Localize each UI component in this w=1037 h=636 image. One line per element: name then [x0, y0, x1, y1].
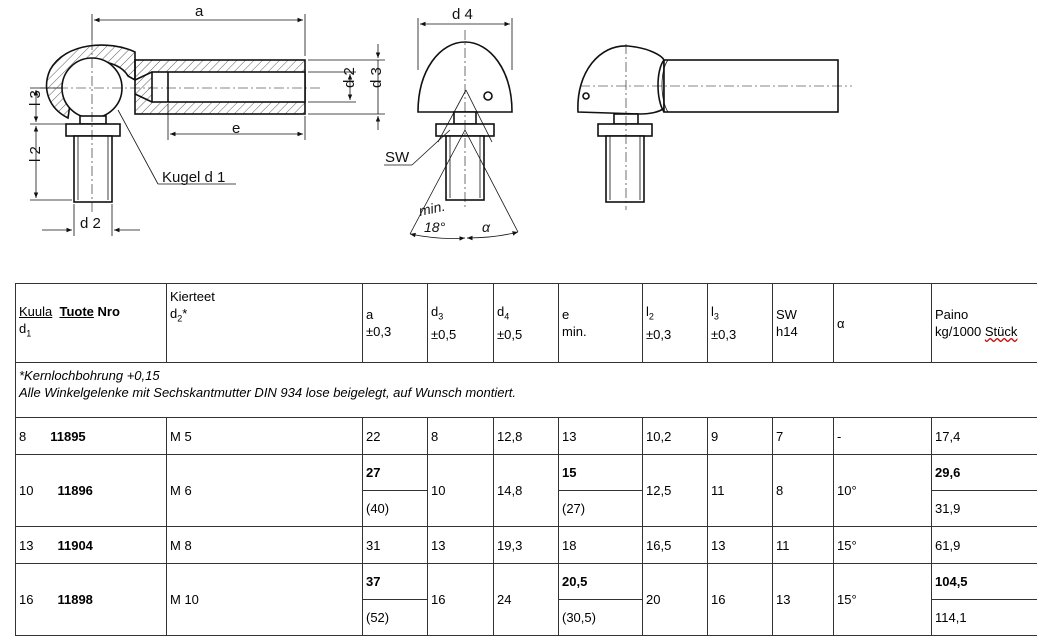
cell-d4: 12,8: [494, 418, 559, 455]
notes-cell: [16, 363, 1037, 418]
label-d2-side: d 2: [341, 67, 358, 88]
header-l2: [643, 284, 708, 363]
table-row: [16, 527, 1037, 564]
cell-d4: 14,8: [494, 455, 559, 527]
label-d4: d 4: [452, 6, 473, 23]
cell-a: 31: [363, 527, 428, 564]
header-d4: [494, 284, 559, 363]
table-header-row: [16, 284, 1037, 363]
cell-l2: 10,2: [643, 418, 708, 455]
cell-d1: 8: [19, 429, 26, 444]
header-d2-star: *: [182, 306, 187, 321]
header-e-label: e: [562, 306, 639, 323]
cell-d1-nr: [16, 564, 167, 636]
note-kernloch: *Kernlochbohrung +0,15: [19, 367, 1034, 384]
cell-alpha: 15°: [834, 564, 932, 636]
header-l2-tol: ±0,3: [646, 326, 704, 343]
cell-d3: 13: [428, 527, 494, 564]
cell-a-alt: (52): [363, 600, 428, 636]
cell-d1-nr: [16, 455, 167, 527]
label-l3: l 3: [27, 90, 44, 106]
cell-d1: 10: [19, 483, 33, 498]
cell-d4: 24: [494, 564, 559, 636]
header-alpha-label: α: [837, 316, 845, 331]
cell-thread: M 5: [167, 418, 363, 455]
label-d3: d 3: [368, 67, 385, 88]
header-weight-stueck: Stück: [985, 324, 1018, 339]
header-sw-label: SW: [776, 306, 830, 323]
cell-d3: 10: [428, 455, 494, 527]
label-l2: l 2: [27, 146, 44, 162]
header-paino: Paino: [935, 306, 1034, 323]
front-view: [418, 30, 512, 210]
outside-view: [578, 44, 852, 210]
cell-sw: 7: [773, 418, 834, 455]
table-row: [16, 564, 1037, 600]
header-d3-tol: ±0,5: [431, 326, 490, 343]
cell-a: 27: [363, 455, 428, 491]
label-min: min.: [417, 198, 446, 219]
cell-d1-nr: [16, 418, 167, 455]
header-d1: d: [19, 321, 26, 336]
label-d2-bottom: d 2: [80, 215, 101, 232]
section-view: [40, 40, 320, 212]
cell-l2: 12,5: [643, 455, 708, 527]
header-d2-sub: 2: [177, 314, 182, 324]
header-d3-sub: 3: [438, 312, 443, 322]
header-e-min: min.: [562, 323, 639, 340]
label-angle18: 18°: [424, 219, 446, 235]
header-thread: [167, 284, 363, 363]
header-l2-sub: 2: [649, 312, 654, 322]
header-d4-label: d: [497, 304, 504, 319]
cell-sw: 11: [773, 527, 834, 564]
header-sw: [773, 284, 834, 363]
cell-l3: 9: [708, 418, 773, 455]
cell-d3: 16: [428, 564, 494, 636]
header-d1-sub: 1: [26, 329, 31, 339]
cell-e-alt: (27): [559, 491, 643, 527]
cell-thread: M 10: [167, 564, 363, 636]
drawing-svg: [0, 0, 1037, 250]
label-kugel: Kugel d 1: [162, 169, 225, 186]
header-l3-tol: ±0,3: [711, 326, 769, 343]
cell-weight-alt: 31,9: [932, 491, 1037, 527]
cell-l2: 16,5: [643, 527, 708, 564]
header-l2-label: l: [646, 304, 649, 319]
notes-row: [16, 363, 1037, 418]
cell-alpha: 15°: [834, 527, 932, 564]
cell-weight: 61,9: [932, 527, 1037, 564]
cell-d3: 8: [428, 418, 494, 455]
cell-sw: 13: [773, 564, 834, 636]
header-e: [559, 284, 643, 363]
header-weight-unit: kg/1000: [935, 324, 981, 339]
cell-l3: 16: [708, 564, 773, 636]
cell-thread: M 6: [167, 455, 363, 527]
cell-e: 13: [559, 418, 643, 455]
cell-d4: 19,3: [494, 527, 559, 564]
cell-l3: 11: [708, 455, 773, 527]
cell-e: 18: [559, 527, 643, 564]
header-a-tol: ±0,3: [366, 323, 424, 340]
header-l3: [708, 284, 773, 363]
header-d3: [428, 284, 494, 363]
label-alpha: α: [482, 219, 491, 235]
header-kierteet: Kierteet: [170, 288, 359, 305]
spec-table: [15, 283, 1037, 636]
header-d4-tol: ±0,5: [497, 326, 555, 343]
cell-weight: 104,5: [932, 564, 1037, 600]
cell-product-nr: 11896: [57, 482, 92, 499]
cell-weight: 29,6: [932, 455, 1037, 491]
label-sw: SW: [385, 149, 410, 166]
cell-a-alt: (40): [363, 491, 428, 527]
header-a-label: a: [366, 306, 424, 323]
cell-e: 20,5: [559, 564, 643, 600]
table-row: [16, 455, 1037, 491]
cell-a: 37: [363, 564, 428, 600]
cell-d1-nr: [16, 527, 167, 564]
header-tuote: Tuote: [59, 304, 93, 319]
cell-weight-alt: 114,1: [932, 600, 1037, 636]
cell-product-nr: 11904: [57, 537, 92, 554]
cell-l2: 20: [643, 564, 708, 636]
cell-thread: M 8: [167, 527, 363, 564]
header-alpha: [834, 284, 932, 363]
cell-product-nr: 11895: [50, 428, 85, 445]
header-a: [363, 284, 428, 363]
header-kuula: Kuula: [19, 304, 52, 319]
cell-alpha: 10°: [834, 455, 932, 527]
label-e: e: [232, 120, 240, 137]
cell-l3: 13: [708, 527, 773, 564]
header-d3-label: d: [431, 304, 438, 319]
cell-a: 22: [363, 418, 428, 455]
header-d4-sub: 4: [504, 312, 509, 322]
cell-d1: 13: [19, 538, 33, 553]
cell-e-alt: (30,5): [559, 600, 643, 636]
table-row: [16, 418, 1037, 455]
cell-product-nr: 11898: [57, 591, 92, 608]
header-sw-tol: h14: [776, 323, 830, 340]
cell-e: 15: [559, 455, 643, 491]
cell-weight: 17,4: [932, 418, 1037, 455]
header-l3-sub: 3: [714, 312, 719, 322]
cell-d1: 16: [19, 592, 33, 607]
header-nro: Nro: [98, 304, 120, 319]
cell-alpha: -: [834, 418, 932, 455]
header-l3-label: l: [711, 304, 714, 319]
label-a: a: [195, 3, 204, 20]
header-d2: d: [170, 306, 177, 321]
cell-sw: 8: [773, 455, 834, 527]
technical-drawing: [0, 0, 1037, 250]
header-ball-product: [16, 284, 167, 363]
header-weight: [932, 284, 1037, 363]
note-winkelgelenke: Alle Winkelgelenke mit Sechskantmutter DIN 934 lose beigelegt, auf Wunsch montiert.: [19, 384, 1034, 401]
